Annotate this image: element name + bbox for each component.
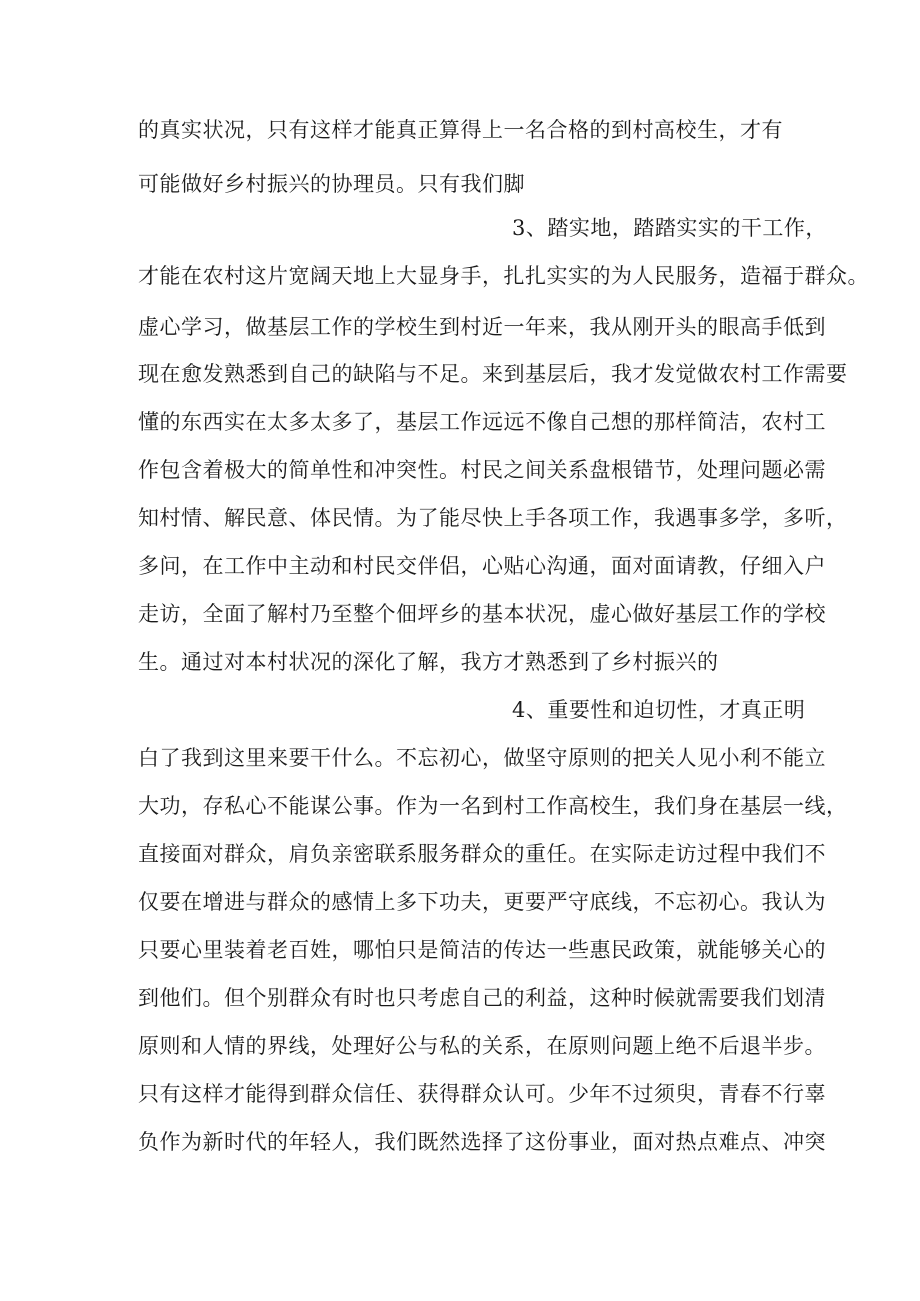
section-heading-4: 4、重要性和迫切性，才真正明 <box>512 698 806 722</box>
text-line: 只要心里装着老百姓，哪怕只是简洁的传达一些惠民政策，就能够关心的 <box>138 938 826 962</box>
text-line: 直接面对群众，肩负亲密联系服务群众的重任。在实际走访过程中我们不 <box>138 842 826 866</box>
text-line: 大功，存私心不能谋公事。作为一名到村工作高校生，我们身在基层一线， <box>138 794 848 818</box>
text-line: 才能在农村这片宽阔天地上大显身手，扎扎实实的为人民服务，造福于群众。 <box>138 264 869 288</box>
text-line: 生。通过对本村状况的深化了解，我方才熟悉到了乡村振兴的 <box>138 650 719 674</box>
text-line: 多问，在工作中主动和村民交伴侣，心贴心沟通，面对面请教，仔细入户 <box>138 554 826 578</box>
text-line: 可能做好乡村振兴的协理员。只有我们脚 <box>138 172 525 196</box>
text-line: 现在愈发熟悉到自己的缺陷与不足。来到基层后，我才发觉做农村工作需要 <box>138 362 848 386</box>
text-line: 虚心学习，做基层工作的学校生到村近一年来，我从刚开头的眼高手低到 <box>138 315 826 339</box>
text-line: 仅要在增进与群众的感情上多下功夫，更要严守底线，不忘初心。我认为 <box>138 890 826 914</box>
text-line: 白了我到这里来要干什么。不忘初心，做坚守原则的把关人见小利不能立 <box>138 746 826 770</box>
text-line: 的真实状况，只有这样才能真正算得上一名合格的到村高校生，才有 <box>138 118 783 142</box>
text-line: 负作为新时代的年轻人，我们既然选择了这份事业，面对热点难点、冲突 <box>138 1130 826 1154</box>
text-line: 懂的东西实在太多太多了，基层工作远远不像自己想的那样简洁，农村工 <box>138 410 826 434</box>
text-line: 到他们。但个别群众有时也只考虑自己的利益，这种时候就需要我们划清 <box>138 986 826 1010</box>
text-line: 知村情、解民意、体民情。为了能尽快上手各项工作，我遇事多学，多听， <box>138 506 848 530</box>
text-line: 走访，全面了解村乃至整个佃坪乡的基本状况，虚心做好基层工作的学校 <box>138 602 826 626</box>
text-line: 作包含着极大的简单性和冲突性。村民之间关系盘根错节，处理问题必需 <box>138 458 826 482</box>
text-line: 只有这样才能得到群众信任、获得群众认可。少年不过须臾，青春不行辜 <box>138 1082 826 1106</box>
text-line: 原则和人情的界线，处理好公与私的关系，在原则问题上绝不后退半步。 <box>138 1034 826 1058</box>
section-heading-3: 3、踏实地，踏踏实实的干工作， <box>512 216 827 240</box>
